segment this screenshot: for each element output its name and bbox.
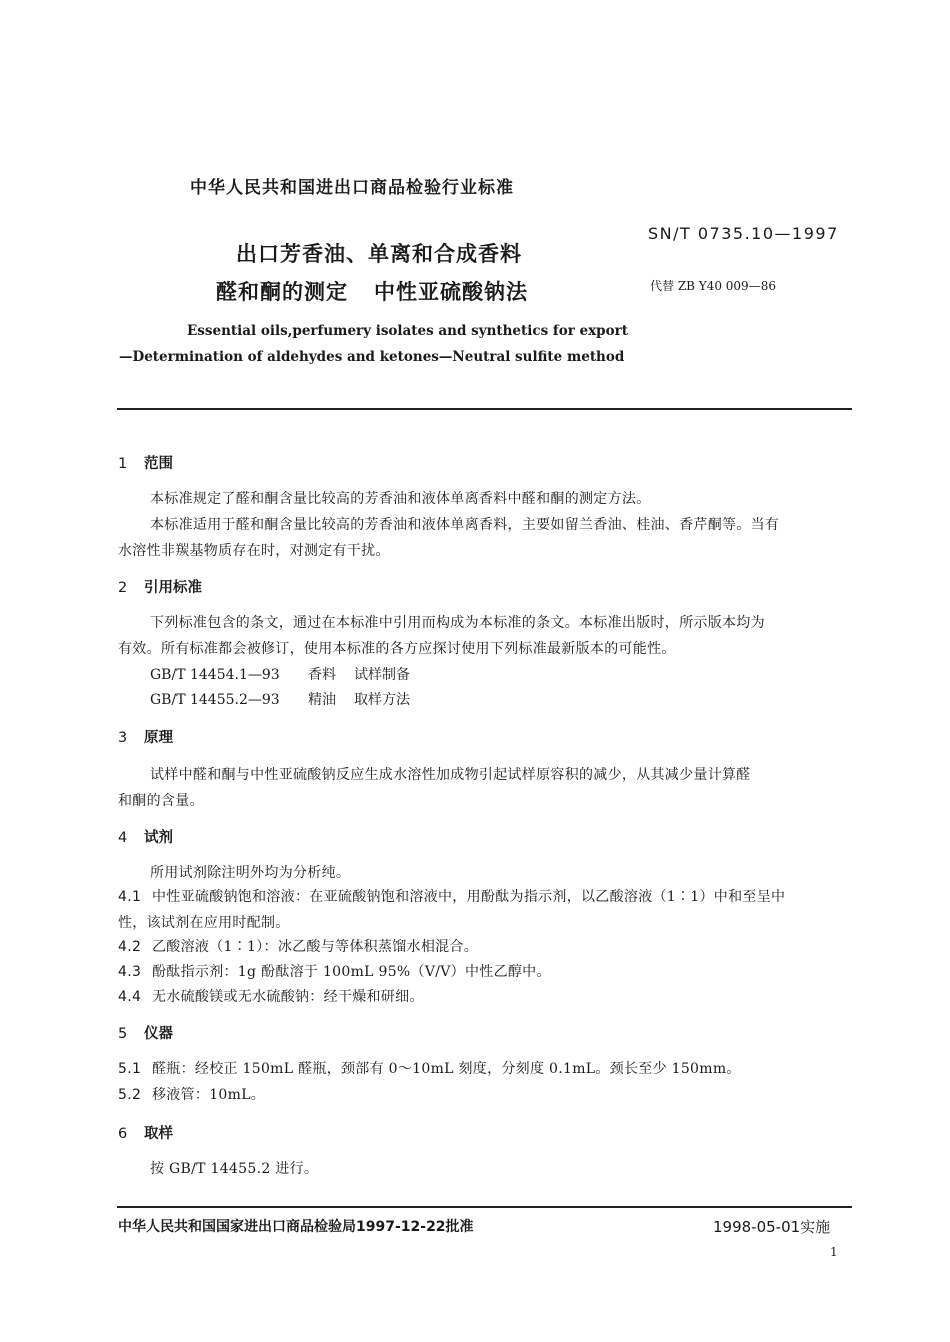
implementation-date: 1998-05-01实施 [713,1218,831,1236]
standard-number: SN/T 0735.10—1997 [648,224,839,243]
reagent-item: 4.2 乙酸溶液（1∶1）：冰乙酸与等体积蒸馏水相混合。 [118,939,479,955]
section-1-para-1: 本标准规定了醛和酮含量比较高的芳香油和液体单离香料中醛和酮的测定方法。 [150,491,651,507]
section-1-heading: 1 范围 [118,456,173,472]
reagent-item-continuation: 性，该试剂在应用时配制。 [118,915,290,931]
section-4-heading: 4 试剂 [118,830,173,846]
title-line-1: 出口芳香油、单离和合成香料 [236,242,522,266]
section-2-para-line-2: 有效。所有标准都会被修订，使用本标准的各方应探讨使用下列标准最新版本的可能性。 [118,641,676,657]
reference-item: GB/T 14455.2—93 精油 取样方法 [150,692,410,708]
english-title-line-2: —Determination of aldehydes and ketones—Neutral sulfite method [119,349,625,365]
section-5-heading: 5 仪器 [118,1026,173,1042]
footer-divider [117,1206,852,1208]
reagent-item: 4.1 中性亚硫酸钠饱和溶液：在亚硫酸钠饱和溶液中，用酚酞为指示剂，以乙酸溶液（1∶1）中和至呈中 [118,889,786,905]
title-line-2-part-1: 醛和酮的测定 [216,280,348,304]
section-3-para-line-1: 试样中醛和酮与中性亚硫酸钠反应生成水溶性加成物引起试样原容积的减少，从其减少量计算醛 [150,767,751,783]
english-title-line-1: Essential oils,perfumery isolates and synthetics for export [187,323,628,339]
section-1-para-2-line-2: 水溶性非羰基物质存在时，对测定有干扰。 [118,543,390,559]
page-number: 1 [830,1245,838,1259]
reference-item: GB/T 14454.1—93 香料 试样制备 [150,667,410,683]
section-1-para-2-line-1: 本标准适用于醛和酮含量比较高的芳香油和液体单离香料，主要如留兰香油、桂油、香芹酮等。当有 [150,517,780,533]
title-line-2 [216,276,528,306]
section-6-para: 按 GB/T 14455.2 进行。 [150,1161,319,1177]
header-divider [117,408,852,410]
section-3-para-line-2: 和酮的含量。 [118,793,204,809]
section-4-intro: 所用试剂除注明外均为分析纯。 [150,865,351,881]
section-2-para-line-1: 下列标准包含的条文，通过在本标准中引用而构成为本标准的条文。本标准出版时，所示版本均为 [150,615,765,631]
apparatus-item: 5.2 移液管：10mL。 [118,1087,266,1103]
reagent-item: 4.3 酚酞指示剂：1g 酚酞溶于 100mL 95%（V/V）中性乙醇中。 [118,964,551,980]
replaces-note: 代替 ZB Y40 009—86 [650,279,776,293]
section-2-heading: 2 引用标准 [118,580,202,596]
apparatus-item: 5.1 醛瓶：经校正 150mL 醛瓶，颈部有 0～10mL 刻度，分刻度 0.1mL。颈长至少 150mm。 [118,1061,741,1077]
approval-line: 中华人民共和国国家进出口商品检验局1997-12-22批准 [118,1219,474,1235]
standard-body-heading: 中华人民共和国进出口商品检验行业标准 [190,178,514,198]
reagent-item: 4.4 无水硫酸镁或无水硫酸钠：经干燥和研细。 [118,989,424,1005]
section-3-heading: 3 原理 [118,730,173,746]
section-6-heading: 6 取样 [118,1126,173,1142]
title-line-2-part-2: 中性亚硫酸钠法 [374,280,528,304]
